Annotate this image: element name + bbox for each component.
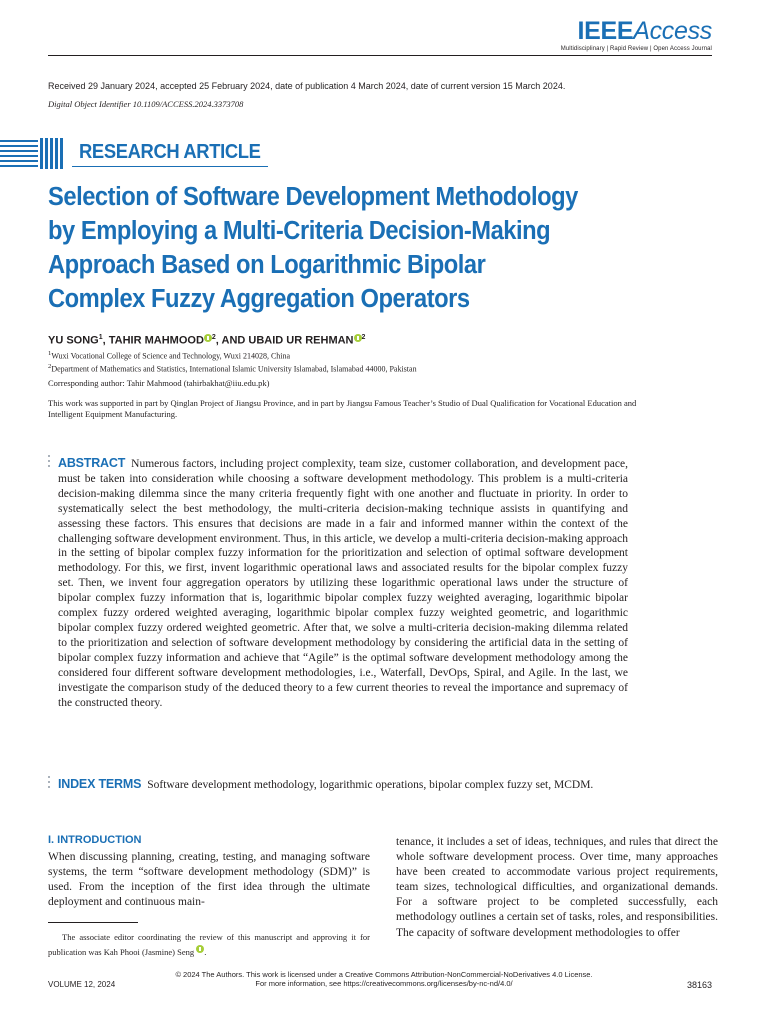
abstract-dots-icon [48, 455, 51, 470]
editor-footnote [48, 930, 370, 960]
banner-stripes-icon [0, 136, 68, 172]
index-terms-dots-icon [48, 776, 51, 791]
license-link[interactable]: For more information, see https://creativecommons.org/licenses/by-nc-nd/4.0/ [255, 979, 513, 988]
orcid-icon[interactable] [354, 334, 362, 342]
affiliation [48, 363, 417, 374]
author-affil-sup: 1 [98, 334, 103, 341]
affiliation [48, 350, 290, 361]
article-type-underline [72, 166, 268, 167]
index-terms-text: Software development methodology, logarithmic operations, bipolar complex fuzzy set, MCDM. [147, 779, 594, 791]
title-line: Selection of Software Development Methodology [48, 183, 578, 211]
author-name: UBAID UR REHMAN [248, 334, 354, 347]
section-heading: I. INTRODUCTION [48, 834, 142, 846]
paper-title [48, 180, 668, 316]
author-name: TAHIR MAHMOOD [108, 334, 204, 347]
journal-logo [561, 18, 712, 52]
author-name: YU SONG [48, 334, 99, 347]
body-text-col2: tenance, it includes a set of ideas, techniques, and rules that direct the whole software development process. Over time, many approaches have been created to accommodate various project requirements, team sizes, technological difficulties, and organizational demands. For a software project to be completed successfully, each methodology outlines a certain set of tasks, roles, and responsibilities. The capacity of software development methodologies to offer [396, 836, 718, 939]
affiliation-text: Wuxi Vocational College of Science and Technology, Wuxi 214028, China [51, 351, 291, 361]
title-line: by Employing a Multi-Criteria Decision-Making [48, 217, 551, 245]
corresponding-author: Corresponding author: Tahir Mahmood (tahirbakhat@iiu.edu.pk) [48, 378, 270, 388]
article-type-label: RESEARCH ARTICLE [79, 141, 261, 163]
author-separator: , [102, 334, 109, 347]
affiliation-sup: 2 [48, 363, 52, 370]
logo-ieee: IEEE [577, 17, 634, 45]
title-line: Approach Based on Logarithmic Bipolar [48, 251, 486, 279]
license-footer [0, 970, 768, 988]
index-terms-heading: INDEX TERMS [58, 777, 142, 791]
funding-statement: This work was supported in part by Qinglan Project of Jiangsu Province, and in part by Jiangsu Famous Teacher’s Studio of Dual Qualification for Vocational Education and Intelligent Equipment Manufacturing. [48, 398, 637, 419]
header-divider [48, 55, 712, 56]
footnote-divider [48, 922, 138, 923]
volume-info: VOLUME 12, 2024 [48, 980, 116, 989]
title-line: Complex Fuzzy Aggregation Operators [48, 285, 470, 313]
abstract-heading: ABSTRACT [58, 456, 126, 470]
author-list [48, 334, 365, 347]
affiliation-sup: 1 [48, 350, 52, 357]
doi[interactable]: Digital Object Identifier 10.1109/ACCESS.2024.3373708 [48, 99, 244, 109]
author-affil-sup: 2 [211, 334, 216, 341]
abstract-text: Numerous factors, including project complexity, team size, customer collaboration, and development pace, must be taken into consideration while choosing a software development methodology. This problem is a multi-criteria decision-making dilemma since the many criteria frequently fight with one another and fluctuate in priority. In order to systematically select the best methodology, the multi-criteria decision-making technique assists in quantifying and assessing these factors. This ensures that decisions are made in a fair and informed manner within the context of the challenging software development environment. Thus, in this article, we develop a multi-criteria decision-making approach in the setting of bipolar complex fuzzy information for the prioritization and selection of optimal software development methodology. For this, we first, invent logarithmic operational laws and associated results for the bipolar complex fuzzy set. Then, we invent four aggregation operators by utilizing these logarithmic operational laws under the structure of bipolar complex fuzzy information that is, logarithmic bipolar complex fuzzy weighted averaging, logarithmic bipolar complex fuzzy ordered weighted averaging, logarithmic bipolar complex fuzzy weighted geometric, and logarithmic bipolar complex fuzzy ordered weighted geometric. After that, we solve a multi-criteria decision-making dilemma related to the prioritization and selection of software development methodology by considering the artificial data in the setting of bipolar complex fuzzy information and achieve that “Agile” is the optimal software development methodology among the considered four different software development methodologies, i.e., Waterfall, DevOps, Spiral, and Agile. In the last, we investigate the comparison study of the deduced theory to a few current theories to reveal the importance and supremacy of the constructed theory. [58, 458, 628, 709]
affiliation-text: Department of Mathematics and Statistics, International Islamic University Islamabad, Islamabad 44000, Pakistan [51, 364, 417, 374]
abstract [58, 456, 628, 710]
editor-note-period: . [204, 947, 207, 957]
journal-tagline: Multidisciplinary | Rapid Review | Open Access Journal [560, 46, 712, 52]
editor-note-text: The associate editor coordinating the review of this manuscript and approving it for publication was Kah Phooi (Jasmine) Seng [48, 932, 370, 957]
body-text-col1: When discussing planning, creating, testing, and managing software systems, the term “software development methodology (SDM)” is used. From the inception of the first idea through the ultimate deployment and continuous main- [48, 851, 370, 909]
page-number: 38163 [686, 980, 712, 990]
publication-dates: Received 29 January 2024, accepted 25 February 2024, date of publication 4 March 2024, date of current version 15 March 2024. [48, 81, 566, 91]
author-affil-sup: 2 [361, 334, 366, 341]
orcid-icon[interactable] [204, 334, 212, 342]
logo-access: Access [633, 17, 712, 45]
author-separator: , AND [215, 334, 249, 347]
index-terms [58, 777, 628, 793]
license-line: © 2024 The Authors. This work is licensed under a Creative Commons Attribution-NonCommercial-NoDerivatives 4.0 License. [175, 970, 593, 979]
